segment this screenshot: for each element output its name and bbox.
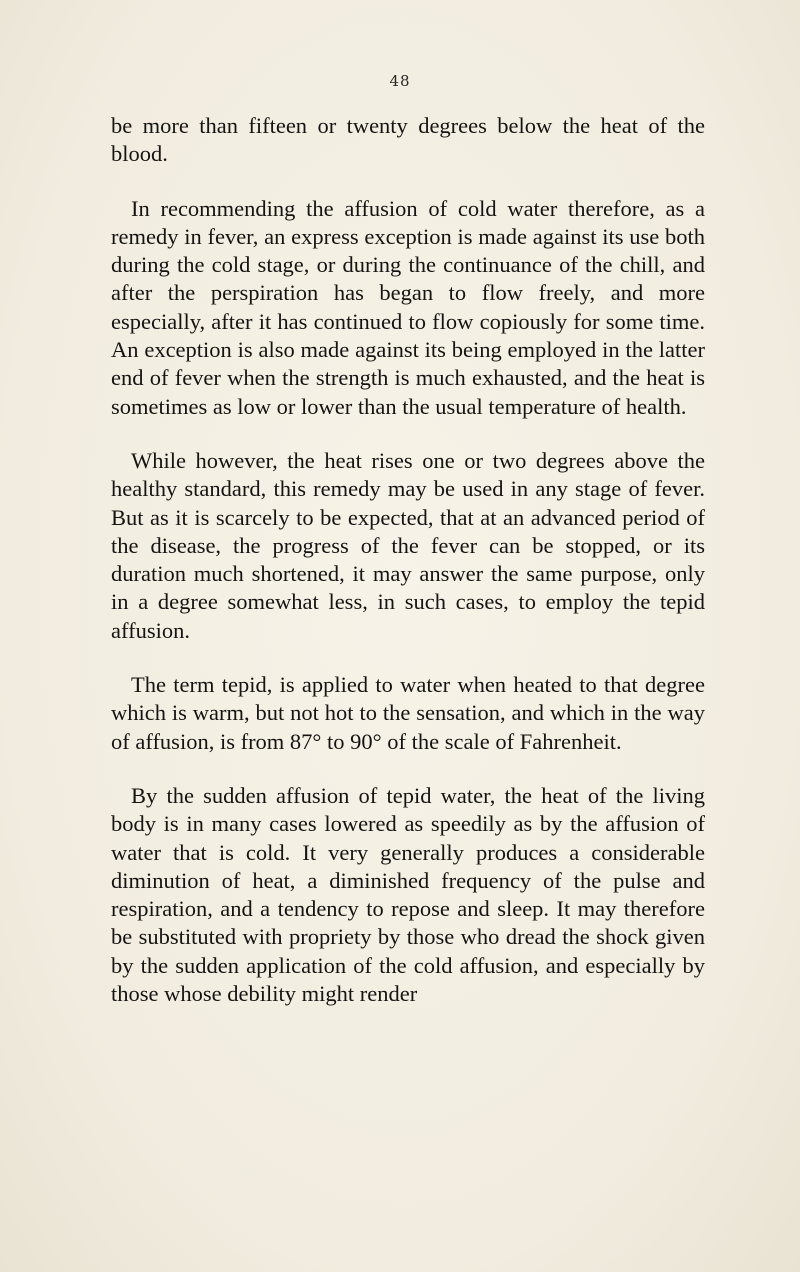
body-text: [111, 112, 705, 1034]
page-number: 48: [389, 72, 411, 90]
paragraph-1: be more than fifteen or twenty degrees below the heat of the blood.: [111, 113, 705, 167]
paragraph-5: By the sudden affusion of tepid water, the heat of the living body is in many cases lowered as speedily as by the affusion of water that is cold. It very generally produces a considerable diminution of heat, a diminished frequency of the pulse and respiration, and a tendency to repose and sleep. It may therefore be substituted with propriety by those who dread the shock given by the sudden application of the cold affusion, and especially by those whose debility might render: [111, 782, 705, 1007]
paragraph-2: In recommending the affusion of cold water therefore, as a remedy in fever, an express exception is made against its use both during the cold stage, or during the continuance of the chill, and after the perspiration has began to flow freely, and more especially, after it has continued to flow copiously for some time. An exception is also made against its being employed in the latter end of fever when the strength is much exhausted, and the heat is sometimes as low or lower than the usual temperature of health.: [111, 195, 705, 419]
paragraph-4: The term tepid, is applied to water when heated to that degree which is warm, but not hot to the sensation, and which in the way of affusion, is from 87° to 90° of the scale of Fahrenheit.: [111, 672, 705, 754]
paragraph-3: While however, the heat rises one or two degrees above the healthy standard, this remedy may be used in any stage of fever. But as it is scarcely to be expected, that at an advanced period of the disease, the progress of the fever can be stopped, or its duration much shortened, it may answer the same purpose, only in a degree somewhat less, in such cases, to employ the tepid affusion.: [111, 447, 705, 643]
